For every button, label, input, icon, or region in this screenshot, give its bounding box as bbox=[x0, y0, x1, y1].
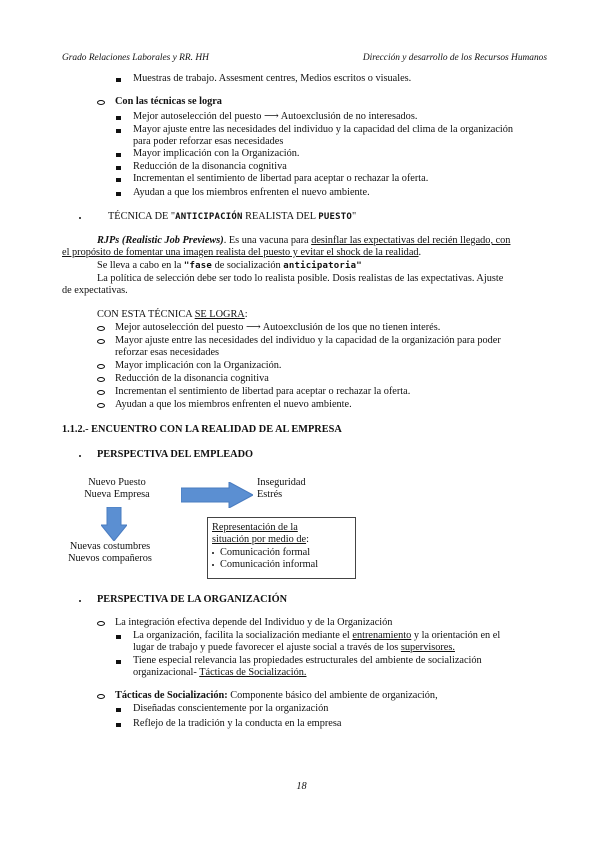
org-sub1-text-c: y la orientación en el bbox=[411, 630, 501, 641]
tecnica-prefix: TÉCNICA DE " bbox=[108, 211, 176, 222]
logra-underlined: SE LOGRA bbox=[194, 309, 245, 320]
diagram-costumbres: Nuevas costumbres bbox=[69, 541, 151, 552]
rep-line2: situación por medio de bbox=[212, 534, 307, 545]
list-item: Mejor autoselección del puesto ⟶ Autoexclusión de no interesados. bbox=[133, 111, 418, 122]
diagram-inseguridad: Inseguridad bbox=[257, 477, 306, 488]
list-item: Muestras de trabajo. Assesment centres, Medios escritos o visuales. bbox=[133, 73, 412, 84]
oval-bullet-icon bbox=[97, 403, 105, 408]
org-sub1-line2 bbox=[133, 642, 455, 654]
square-bullet-icon bbox=[116, 166, 121, 170]
tacticas-line bbox=[115, 690, 438, 702]
list-item: Diseñadas conscientemente por la organización bbox=[133, 703, 329, 714]
square-bullet-icon bbox=[116, 178, 121, 182]
rjps-period: . bbox=[418, 247, 422, 258]
list-item: La integración efectiva depende del Individuo y de la Organización bbox=[115, 617, 393, 628]
square-bullet-icon bbox=[116, 723, 121, 727]
fase-text-a: Se lleva a cabo en la bbox=[97, 260, 184, 271]
list-item: Mejor autoselección del puesto ⟶ Autoexclusión de los que no tienen interés. bbox=[115, 322, 441, 333]
con-esta-tecnica bbox=[97, 309, 248, 321]
header-left: Grado Relaciones Laborales y RR. HH bbox=[62, 53, 209, 63]
square-bullet-icon bbox=[116, 660, 121, 664]
list-item: Reflejo de la tradición y la conducta en la empresa bbox=[133, 718, 342, 729]
representacion-box bbox=[207, 517, 356, 579]
list-item: Mayor ajuste entre las necesidades del individuo y la capacidad del clima de la organización bbox=[133, 124, 514, 135]
rep-line2-colon: : bbox=[306, 534, 309, 545]
logra-colon: : bbox=[244, 309, 248, 320]
diagram-estres: Estrés bbox=[257, 489, 283, 500]
list-item-continuation: para poder reforzar esas necesidades bbox=[133, 136, 284, 147]
list-item: Mayor implicación con la Organización. bbox=[133, 148, 300, 159]
fase-gothic-a: "fase bbox=[183, 261, 213, 271]
logra-text: CON ESTA TÉCNICA bbox=[97, 309, 195, 320]
square-bullet-icon bbox=[116, 635, 121, 639]
square-bullet-icon bbox=[116, 153, 121, 157]
diagram-companeros: Nuevos compañeros bbox=[68, 553, 152, 564]
list-item-continuation: reforzar esas necesidades bbox=[115, 347, 220, 358]
tecnica-heading bbox=[108, 211, 356, 223]
org-sub1-line1 bbox=[133, 630, 500, 642]
dot-bullet-icon bbox=[79, 455, 81, 457]
org-sub1-text-a: La organización, facilita la socialización mediante el bbox=[133, 630, 353, 641]
org-sub2-line1: Tiene especial relevancia las propiedades estructurales del ambiente de socialización bbox=[133, 655, 482, 666]
square-bullet-icon bbox=[116, 78, 121, 82]
rep-line3: Comunicación formal bbox=[220, 547, 311, 558]
tecnica-middle: REALISTA DEL bbox=[242, 211, 319, 222]
square-bullet-icon bbox=[116, 708, 121, 712]
tecnica-gothic-1: ANTICIPACIÓN bbox=[175, 212, 243, 222]
list-item: Reducción de la disonancia cognitiva bbox=[133, 161, 287, 172]
rjps-term: RJPs (Realistic Job Previews) bbox=[97, 235, 224, 246]
politica-line2: de expectativas. bbox=[62, 285, 128, 296]
diagram-nuevo-puesto: Nuevo Puesto bbox=[88, 477, 146, 488]
org-sub2-line2 bbox=[133, 667, 306, 679]
dot-bullet-icon bbox=[79, 217, 81, 219]
header-right: Dirección y desarrollo de los Recursos Humanos bbox=[362, 53, 547, 63]
dot-bullet-icon bbox=[212, 552, 214, 554]
oval-bullet-icon bbox=[97, 326, 105, 331]
politica-line1: La política de selección debe ser todo lo realista posible. Dosis realistas de las expectativas. Ajuste bbox=[97, 273, 504, 284]
rjps-underlined: desinflar las expectativas del recién llegado, con bbox=[311, 235, 511, 246]
oval-bullet-icon bbox=[97, 339, 105, 344]
down-arrow-shape bbox=[101, 507, 127, 541]
list-item: Ayudan a que los miembros enfrenten el nuevo ambiente. bbox=[115, 399, 352, 410]
org-sub2-text: organizacional- bbox=[133, 667, 200, 678]
rep-line1: Representación de la bbox=[212, 522, 298, 533]
org-sub1-underlined-2: supervisores. bbox=[400, 642, 455, 653]
oval-bullet-icon bbox=[97, 621, 105, 626]
org-sub1-text-d: lugar de trabajo y puede favorecer el ajuste social a través de los bbox=[133, 642, 401, 653]
tecnica-suffix: " bbox=[352, 211, 357, 222]
square-bullet-icon bbox=[116, 129, 121, 133]
page-number: 18 bbox=[296, 781, 307, 792]
diagram-nueva-empresa: Nueva Empresa bbox=[84, 489, 150, 500]
list-item: Mayor ajuste entre las necesidades del individuo y la capacidad de la organización para poder bbox=[115, 335, 501, 346]
rep-line4: Comunicación informal bbox=[220, 559, 319, 570]
rjps-paragraph-line1 bbox=[97, 235, 510, 247]
tacticas-text: Componente básico del ambiente de organización, bbox=[227, 690, 438, 701]
list-item: Ayudan a que los miembros enfrenten el nuevo ambiente. bbox=[133, 187, 370, 198]
dot-bullet-icon bbox=[79, 600, 81, 602]
oval-bullet-icon bbox=[97, 390, 105, 395]
dot-bullet-icon bbox=[212, 564, 214, 566]
rjps-paragraph-line2 bbox=[62, 247, 421, 259]
perspectiva-empleado-heading: PERSPECTIVA DEL EMPLEADO bbox=[97, 449, 254, 460]
oval-bullet-icon bbox=[97, 694, 105, 699]
list-item: Reducción de la disonancia cognitiva bbox=[115, 373, 269, 384]
square-bullet-icon bbox=[116, 116, 121, 120]
right-arrow-shape bbox=[181, 482, 253, 508]
org-sub1-underlined: entrenamiento bbox=[352, 630, 412, 641]
tacticas-label: Tácticas de Socialización: bbox=[115, 690, 228, 701]
down-arrow-icon bbox=[101, 507, 127, 541]
fase-paragraph bbox=[97, 260, 362, 272]
fase-text-b: de socialización bbox=[212, 260, 284, 271]
rep-line2-wrap bbox=[212, 534, 309, 546]
tecnica-gothic-2: PUESTO bbox=[318, 212, 353, 222]
rjps-text: . Es una vacuna para bbox=[223, 235, 312, 246]
list-item: Incrementan el sentimiento de libertad para aceptar o rechazar la oferta. bbox=[133, 173, 429, 184]
oval-bullet-icon bbox=[97, 364, 105, 369]
oval-bullet-icon bbox=[97, 377, 105, 382]
right-arrow-icon bbox=[181, 482, 253, 508]
section-title: 1.1.2.- ENCUENTRO CON LA REALIDAD DE AL EMPRESA bbox=[62, 424, 342, 435]
fase-gothic-b: anticipatoria" bbox=[283, 261, 362, 271]
list-item: Mayor implicación con la Organización. bbox=[115, 360, 282, 371]
oval-bullet-icon bbox=[97, 100, 105, 105]
square-bullet-icon bbox=[116, 192, 121, 196]
section-heading: Con las técnicas se logra bbox=[115, 96, 222, 107]
perspectiva-org-heading: PERSPECTIVA DE LA ORGANIZACIÓN bbox=[97, 594, 288, 605]
rjps-underlined-2: el propósito de fomentar una imagen realista del puesto y evitar el shock de la realidad bbox=[62, 247, 419, 258]
org-sub2-underlined: Tácticas de Socialización. bbox=[199, 667, 307, 678]
list-item: Incrementan el sentimiento de libertad para aceptar o rechazar la oferta. bbox=[115, 386, 411, 397]
